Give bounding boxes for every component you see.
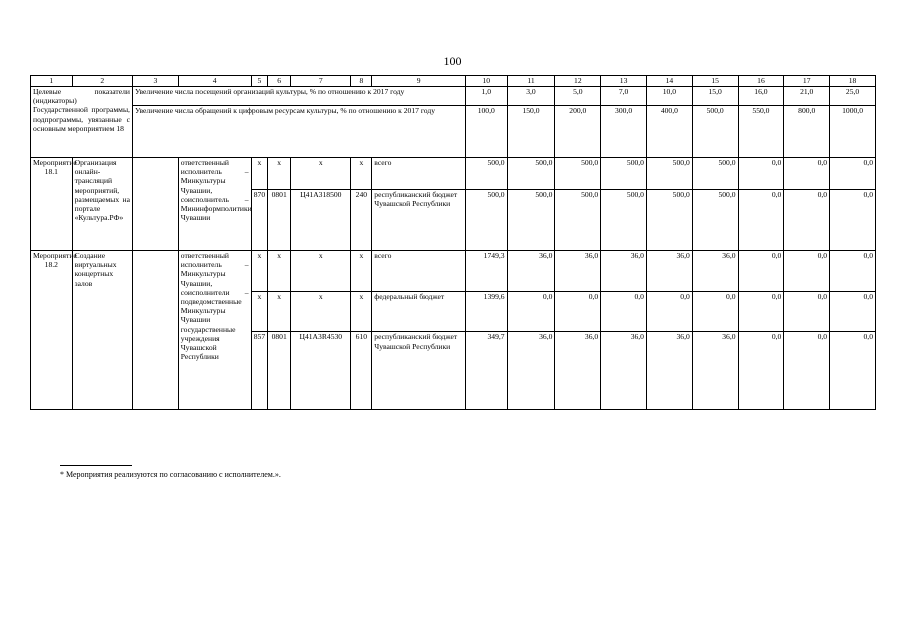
value-cell: 0,0 — [784, 251, 830, 292]
value-cell: 100,0 — [465, 105, 507, 157]
vr-cell: x — [351, 291, 372, 332]
value-cell: 21,0 — [784, 87, 830, 106]
col-number: 12 — [555, 76, 601, 87]
value-cell: 0,0 — [507, 291, 555, 332]
measure-code: Мероприятие 18.1 — [31, 158, 73, 251]
value-cell: 0,0 — [738, 158, 784, 190]
value-cell: 1399,6 — [465, 291, 507, 332]
value-cell: 0,0 — [784, 158, 830, 190]
value-cell: 0,0 — [692, 291, 738, 332]
col-number: 6 — [268, 76, 291, 87]
indicator-text: Увеличение числа посещений организаций культуры, % по отношению к 2017 году — [132, 87, 465, 106]
value-cell: 500,0 — [507, 190, 555, 251]
value-cell: 500,0 — [601, 158, 647, 190]
value-cell: 16,0 — [738, 87, 784, 106]
value-cell: 0,0 — [830, 251, 876, 292]
vr-cell: x — [351, 158, 372, 190]
measure-row — [31, 158, 876, 190]
csr-cell: Ц41А318500 — [291, 190, 351, 251]
value-cell: 0,0 — [784, 332, 830, 410]
empty-cell — [132, 158, 178, 251]
value-cell: 0,0 — [784, 291, 830, 332]
value-cell: 0,0 — [830, 190, 876, 251]
grbs-cell: x — [251, 291, 268, 332]
csr-cell: Ц41А3R4530 — [291, 332, 351, 410]
page-number: 100 — [443, 54, 462, 68]
value-cell: 0,0 — [830, 158, 876, 190]
vr-cell: 240 — [351, 190, 372, 251]
measure-code: Мероприятие 18.2 — [31, 251, 73, 410]
value-cell: 0,0 — [555, 291, 601, 332]
indicators-label: Целевые показатели (индикаторы) Государственной программы, подпрограммы, увязанные с основным мероприятием 18 — [31, 87, 133, 158]
value-cell: 500,0 — [692, 158, 738, 190]
indicator-text: Увеличение числа обращений к цифровым ресурсам культуры, % по отношению к 2017 году — [132, 105, 465, 157]
indicator-row — [31, 105, 876, 157]
value-cell: 1,0 — [465, 87, 507, 106]
value-cell: 349,7 — [465, 332, 507, 410]
grbs-cell: 870 — [251, 190, 268, 251]
grbs-cell: x — [251, 158, 268, 190]
col-number: 13 — [601, 76, 647, 87]
rz-cell: 0801 — [268, 332, 291, 410]
value-cell: 36,0 — [692, 332, 738, 410]
csr-cell: x — [291, 251, 351, 292]
funding-source: всего — [372, 158, 466, 190]
col-number: 7 — [291, 76, 351, 87]
value-cell: 0,0 — [738, 332, 784, 410]
col-number: 16 — [738, 76, 784, 87]
col-number: 11 — [507, 76, 555, 87]
value-cell: 150,0 — [507, 105, 555, 157]
col-number: 10 — [465, 76, 507, 87]
indicator-row — [31, 87, 876, 106]
col-number: 3 — [132, 76, 178, 87]
value-cell: 1000,0 — [830, 105, 876, 157]
value-cell: 36,0 — [555, 332, 601, 410]
value-cell: 10,0 — [646, 87, 692, 106]
value-cell: 500,0 — [465, 190, 507, 251]
value-cell: 25,0 — [830, 87, 876, 106]
value-cell: 7,0 — [601, 87, 647, 106]
value-cell: 500,0 — [555, 190, 601, 251]
col-number: 14 — [646, 76, 692, 87]
col-number: 9 — [372, 76, 466, 87]
measure-executor: ответственный исполнитель – Минкультуры Чувашии, соисполнитель – Мининформполитики Чувашии — [178, 158, 251, 251]
value-cell: 500,0 — [465, 158, 507, 190]
value-cell: 200,0 — [555, 105, 601, 157]
value-cell: 0,0 — [738, 251, 784, 292]
grbs-cell: x — [251, 251, 268, 292]
col-number: 5 — [251, 76, 268, 87]
rz-cell: 0801 — [268, 190, 291, 251]
value-cell: 1749,3 — [465, 251, 507, 292]
footnote-divider — [60, 465, 132, 466]
value-cell: 36,0 — [646, 251, 692, 292]
funding-source: республиканский бюджет Чувашской Республики — [372, 190, 466, 251]
rz-cell: x — [268, 251, 291, 292]
value-cell: 36,0 — [507, 332, 555, 410]
rz-cell: x — [268, 291, 291, 332]
value-cell: 36,0 — [692, 251, 738, 292]
value-cell: 500,0 — [646, 190, 692, 251]
col-number: 8 — [351, 76, 372, 87]
value-cell: 0,0 — [830, 291, 876, 332]
value-cell: 5,0 — [555, 87, 601, 106]
col-number: 17 — [784, 76, 830, 87]
col-number: 18 — [830, 76, 876, 87]
value-cell: 0,0 — [646, 291, 692, 332]
csr-cell: x — [291, 291, 351, 332]
measure-name: Организация онлайн-трансляций мероприятий, размещаемых на портале «Культура.РФ» — [72, 158, 132, 251]
value-cell: 500,0 — [692, 105, 738, 157]
funding-source: всего — [372, 251, 466, 292]
value-cell: 0,0 — [601, 291, 647, 332]
value-cell: 36,0 — [601, 251, 647, 292]
measure-name: Создание виртуальных концертных залов — [72, 251, 132, 410]
footnote: * Мероприятия реализуются по согласованию с исполнителем.». — [60, 470, 281, 479]
value-cell: 36,0 — [646, 332, 692, 410]
vr-cell: 610 — [351, 332, 372, 410]
value-cell: 0,0 — [738, 291, 784, 332]
value-cell: 0,0 — [738, 190, 784, 251]
col-number: 15 — [692, 76, 738, 87]
col-number: 1 — [31, 76, 73, 87]
empty-cell — [132, 251, 178, 410]
funding-source: республиканский бюджет Чувашской Республики — [372, 332, 466, 410]
value-cell: 36,0 — [507, 251, 555, 292]
grbs-cell: 857 — [251, 332, 268, 410]
value-cell: 0,0 — [784, 190, 830, 251]
column-number-row — [31, 76, 876, 87]
value-cell: 400,0 — [646, 105, 692, 157]
col-number: 2 — [72, 76, 132, 87]
measure-executor: ответственный исполнитель – Минкультуры Чувашии, соисполнители – подведомственные Минкультуры Чувашии государственные учреждения Чувашской Республики — [178, 251, 251, 410]
value-cell: 500,0 — [555, 158, 601, 190]
value-cell: 500,0 — [601, 190, 647, 251]
value-cell: 3,0 — [507, 87, 555, 106]
value-cell: 15,0 — [692, 87, 738, 106]
measure-row — [31, 251, 876, 292]
value-cell: 500,0 — [646, 158, 692, 190]
value-cell: 36,0 — [555, 251, 601, 292]
value-cell: 300,0 — [601, 105, 647, 157]
value-cell: 0,0 — [830, 332, 876, 410]
value-cell: 800,0 — [784, 105, 830, 157]
program-table — [30, 75, 876, 410]
value-cell: 500,0 — [692, 190, 738, 251]
value-cell: 550,0 — [738, 105, 784, 157]
col-number: 4 — [178, 76, 251, 87]
value-cell: 500,0 — [507, 158, 555, 190]
csr-cell: x — [291, 158, 351, 190]
funding-source: федеральный бюджет — [372, 291, 466, 332]
rz-cell: x — [268, 158, 291, 190]
vr-cell: x — [351, 251, 372, 292]
value-cell: 36,0 — [601, 332, 647, 410]
